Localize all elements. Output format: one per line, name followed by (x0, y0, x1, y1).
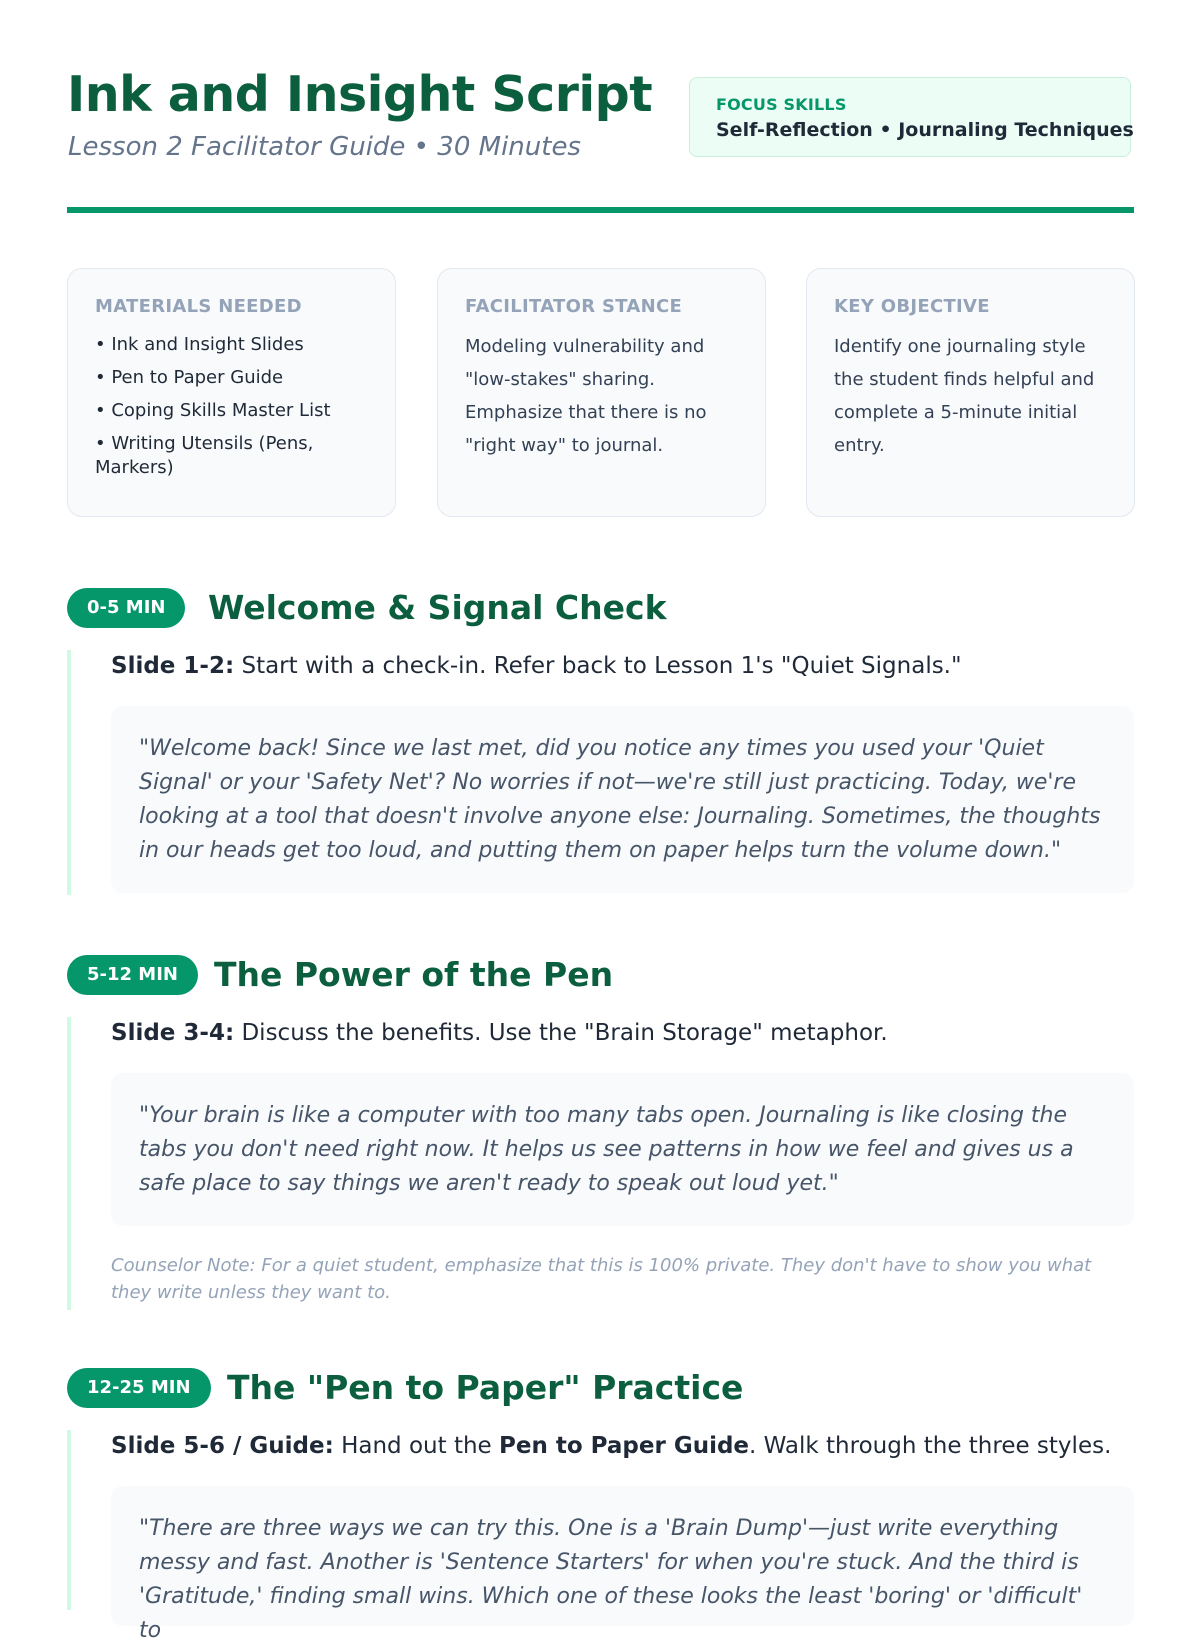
slide-label: Slide 5-6 / Guide: (111, 1433, 334, 1459)
slide-instruction (111, 1430, 1134, 1462)
materials-card-title: MATERIALS NEEDED (95, 296, 302, 317)
slide-text: . Walk through the three styles. (749, 1433, 1112, 1459)
section-title: The Power of the Pen (214, 955, 614, 994)
stance-card (437, 268, 766, 517)
page-subtitle: Lesson 2 Facilitator Guide • 30 Minutes (68, 132, 581, 162)
slide-label: Slide 3-4: (111, 1020, 235, 1046)
list-item: • Pen to Paper Guide (95, 366, 369, 390)
section-title: The "Pen to Paper" Practice (227, 1368, 744, 1407)
objective-card-title: KEY OBJECTIVE (834, 296, 990, 317)
objective-card (806, 268, 1135, 517)
slide-instruction (111, 1017, 1134, 1049)
list-item: • Ink and Insight Slides (95, 333, 369, 357)
slide-text: Start with a check-in. Refer back to Lesson 1's "Quiet Signals." (234, 653, 962, 679)
time-badge: 0-5 MIN (67, 588, 185, 628)
section-body (67, 1430, 1134, 1643)
objective-card-text: Identify one journaling style the student finds helpful and complete a 5-minute initial entry. (834, 336, 1095, 456)
focus-skills-label: FOCUS SKILLS (716, 95, 847, 114)
counselor-note: Counselor Note: For a quiet student, emphasize that this is 100% private. They don't have to show you what they write unless they want to. (111, 1255, 1092, 1303)
list-item: • Coping Skills Master List (95, 399, 369, 423)
script-quote: "Your brain is like a computer with too many tabs open. Journaling is like closing the tabs you don't need right now. It helps us see patterns in how we feel and gives us a safe place to say things we aren't ready to speak out loud yet." (111, 1073, 1134, 1226)
materials-card (67, 268, 396, 517)
stance-card-text: Modeling vulnerability and "low-stakes" sharing. Emphasize that there is no "right way" to journal. (465, 336, 707, 456)
script-quote: "Welcome back! Since we last met, did you notice any times you used your 'Quiet Signal' or your 'Safety Net'? No worries if not—we're still just practicing. Today, we're looking at a tool that doesn't involve anyone else: Journaling. Sometimes, the thoughts in our heads get too loud, and putting them on paper helps turn the volume down." (111, 706, 1134, 893)
script-quote: "There are three ways we can try this. One is a 'Brain Dump'—just write everything messy and fast. Another is 'Sentence Starters' for when you're stuck. And the third is 'Gratitude,' finding small wins. Which one of these looks the least 'boring' or 'difficult' to (111, 1486, 1134, 1626)
materials-list (95, 333, 369, 480)
focus-skills-text: Self-Reflection • Journaling Techniques (716, 119, 1134, 141)
page-title: Ink and Insight Script (67, 66, 653, 123)
guide-name: Pen to Paper Guide (499, 1433, 750, 1459)
slide-text: Discuss the benefits. Use the "Brain Storage" metaphor. (234, 1020, 888, 1046)
stance-card-title: FACILITATOR STANCE (465, 296, 683, 317)
slide-instruction (111, 650, 1134, 682)
time-badge: 5-12 MIN (67, 955, 198, 995)
section-body (67, 1017, 1134, 1310)
section-body (67, 650, 1134, 895)
header-divider (67, 207, 1134, 213)
focus-skills-box (689, 77, 1134, 157)
section-title: Welcome & Signal Check (208, 588, 667, 627)
slide-label: Slide 1-2: (111, 653, 235, 679)
list-item: • Writing Utensils (Pens, Markers) (95, 432, 369, 480)
time-badge: 12-25 MIN (67, 1368, 211, 1408)
slide-text: Hand out the (333, 1433, 500, 1459)
